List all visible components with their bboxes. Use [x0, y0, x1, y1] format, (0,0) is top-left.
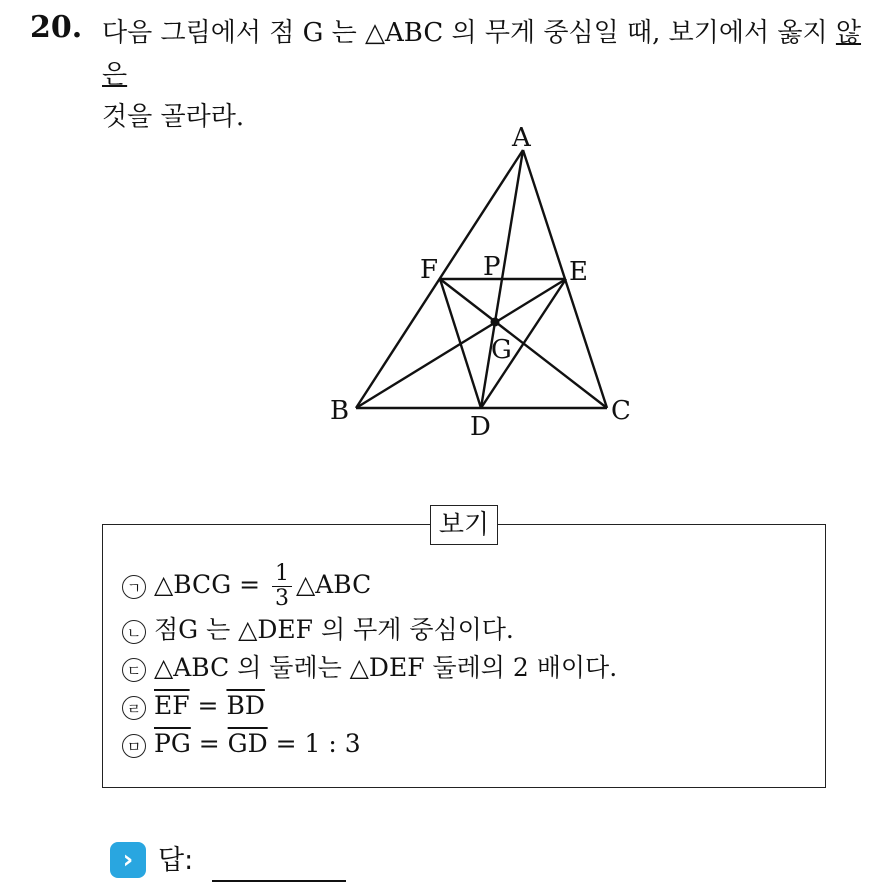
question-text-main: 다음 그림에서 점 G 는 △ABC 의 무게 중심일 때, 보기에서 옳지 — [102, 18, 836, 48]
option-5-mark: ㅁ — [122, 734, 146, 758]
option-1 — [122, 562, 371, 611]
chevron-right-icon: › — [110, 842, 146, 878]
option-3-mark: ㄷ — [122, 658, 146, 682]
option-5-tail: = 1 : 3 — [267, 729, 361, 758]
option-5-eq: = — [190, 729, 228, 758]
option-4-eq: = — [189, 691, 227, 720]
segment-bd-label: $\overline{BD}$ — [226, 691, 265, 720]
label-g: G — [491, 335, 512, 365]
segment-gd-label: $\overline{GD}$ — [227, 729, 268, 758]
option-3 — [122, 651, 617, 685]
option-1-mark: ㄱ — [122, 575, 146, 599]
option-4 — [122, 689, 265, 723]
option-2 — [122, 613, 514, 647]
centroid-point — [491, 318, 500, 327]
triangle-figure — [320, 118, 650, 448]
segment-ef-label: $\overline{EF}$ — [154, 691, 190, 720]
median-cf — [440, 279, 607, 408]
fraction-denominator: 3 — [275, 586, 290, 611]
option-1-fraction — [272, 562, 292, 611]
option-2-text: 점G 는 △DEF 의 무게 중심이다. — [154, 615, 514, 644]
option-2-mark: ㄴ — [122, 620, 146, 644]
fraction-numerator: 1 — [272, 562, 292, 587]
option-3-text: △ABC 의 둘레는 △DEF 둘레의 2 배이다. — [154, 653, 618, 682]
label-f: F — [420, 255, 439, 285]
bogi-title: 보기 — [430, 505, 498, 545]
option-1-pre: △BCG = — [154, 570, 269, 599]
question-number: 20. — [30, 10, 83, 45]
option-5 — [122, 727, 361, 761]
question-text-underlined: 않은 — [102, 18, 862, 90]
answer-label: 답: — [158, 845, 194, 876]
label-e: E — [569, 257, 588, 287]
label-p: P — [483, 252, 501, 282]
question-text-end: 것을 골라라. — [102, 102, 245, 132]
label-a: A — [512, 123, 531, 153]
segment-pg-label: $\overline{PG}$ — [154, 729, 191, 758]
label-d: D — [470, 412, 491, 442]
option-1-post: △ABC — [296, 570, 372, 599]
option-4-mark: ㄹ — [122, 696, 146, 720]
label-b: B — [330, 396, 350, 426]
median-be — [356, 279, 566, 408]
answer-blank-line[interactable] — [212, 880, 346, 882]
label-c: C — [611, 396, 631, 426]
